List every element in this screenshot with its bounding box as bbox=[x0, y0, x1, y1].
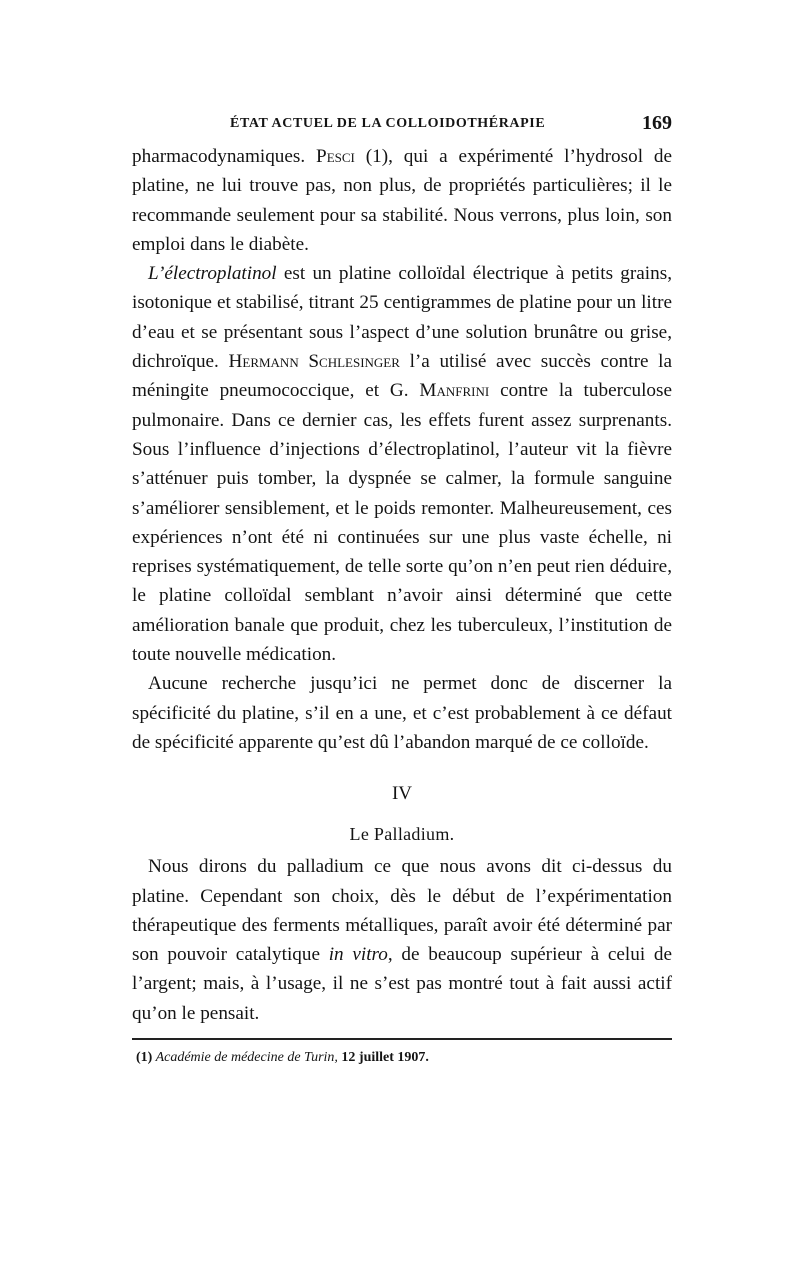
footnote-text: Académie de médecine de Turin, bbox=[152, 1050, 338, 1066]
page-number: 169 bbox=[642, 112, 672, 134]
p4-in-vitro: in vitro bbox=[328, 944, 388, 966]
p2-text-c: contre la tuberculose pulmonaire. Dans ce dernier cas, les effets furent assez surprenants. Sous l’influence d’injections d’électroplatinol, l’auteur vit la fièvre s’atténuer puis tomber, la dyspnée se calmer, la formule sanguine s’améliorer sensiblement, et le poids remonter. Malheureusement, ces expériences n’ont été ni continuées sur une plus vaste échelle, ni reprises systématiquement, de telle sorte qu’on n’en peut rien déduire, le platine colloïdal semblant n’avoir ainsi déterminé que cette amélioration banale que produit, chez les tuberculeux, l’institution de toute nouvelle médication. bbox=[132, 380, 672, 666]
body-text bbox=[132, 142, 672, 1028]
p2-text-a: est un platine colloïdal électrique à petits grains, isotonique et stabilisé, titrant 25 centigrammes de platine pour un litre d’eau et se présentant sous l’aspect d’une solution brunâtre ou grise, dichroïque. bbox=[132, 263, 672, 373]
p1-text-b: (1), qui a expérimenté l’hydrosol de platine, ne lui trouve pas, non plus, de propriétés particulières; il le recommande seulement pour sa stabilité. Nous verrons, plus loin, son emploi dans le diabète. bbox=[132, 146, 673, 255]
running-head bbox=[132, 112, 672, 142]
author-name-pesci: Pesci bbox=[316, 146, 355, 167]
p4-text-b: , de beaucoup supérieur à celui de l’argent; mais, à l’usage, il ne s’est pas montré tout à fait aussi actif qu’on le pensait. bbox=[132, 944, 672, 1024]
footnote-rule bbox=[132, 1038, 672, 1040]
running-title: ÉTAT ACTUEL DE LA COLLOIDOTHÉRAPIE bbox=[230, 116, 546, 131]
p4-text-a: Nous dirons du palladium ce que nous avons dit ci-dessus du platine. Cependant son choix, dès le début de l’expérimentation thérapeutique des ferments métalliques, paraît avoir été déterminé par son pouvoir catalytique bbox=[132, 856, 672, 966]
p1-text-a: pharmacodynamiques. bbox=[132, 146, 317, 167]
author-name-schlesinger: Hermann Schlesinger bbox=[228, 351, 400, 373]
footnote-date: 12 juillet 1907. bbox=[337, 1050, 429, 1066]
footnote bbox=[132, 1050, 672, 1066]
book-page bbox=[132, 112, 672, 1066]
author-name-manfrini: Manfrini bbox=[419, 380, 490, 402]
paragraph-2 bbox=[132, 259, 672, 669]
footnote-marker: (1) bbox=[136, 1050, 153, 1066]
paragraph-3: Aucune recherche jusqu’ici ne permet donc de discerner la spécificité du platine, s’il en a une, et c’est probablement à ce défaut de spécificité apparente qu’est dû l’abandon marqué de ce colloïde. bbox=[132, 673, 672, 753]
paragraph-4 bbox=[132, 852, 672, 1028]
p2-lead-term: L’électroplatinol bbox=[148, 263, 277, 285]
section-title: Le Palladium. bbox=[349, 824, 455, 845]
paragraph-1 bbox=[132, 142, 672, 259]
p2-text-b: l’a utilisé avec succès contre la méningite pneumococcique, et G. bbox=[132, 351, 672, 402]
section-number: IV bbox=[391, 783, 413, 805]
